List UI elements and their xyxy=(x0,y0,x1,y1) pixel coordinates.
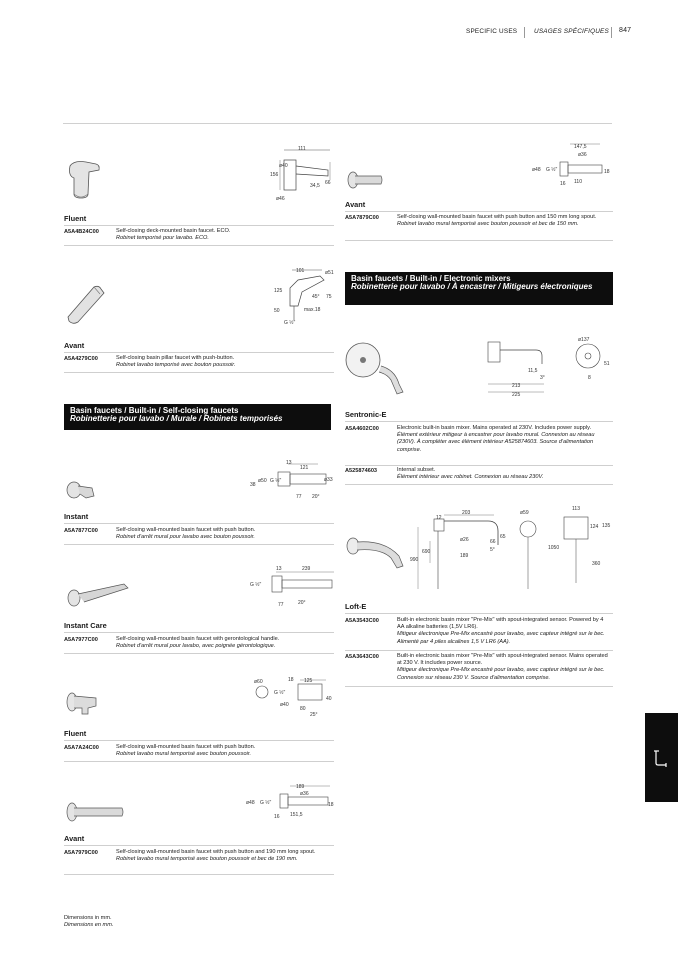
product-rule xyxy=(64,653,334,654)
product-description: Electronic built-in basin mixer. Mains operated at 230V. Includes power supply. Élément extérieur mitigeur à encastrer pour lavabo mural. Connexion au réseau (230V). À compléter avec élément intérieur A525874603. Source d'alimentation comprise. xyxy=(397,425,595,453)
product-name: Instant Care xyxy=(64,621,107,630)
product-description: Internal subset. Élément intérieur avec robinet. Connexion au réseau 230V. xyxy=(397,467,544,481)
product-name: Avant xyxy=(345,200,366,209)
product-rule xyxy=(345,465,613,466)
footer-note: Dimensions in mm. Dimensions en mm. xyxy=(64,915,114,929)
product-name: Fluent xyxy=(64,729,87,738)
dim-label: 45° xyxy=(312,294,320,300)
dim-label: 16 xyxy=(274,814,280,820)
product-code: A5A7A24C00 xyxy=(64,745,99,751)
avant-pillar-faucet-image xyxy=(64,285,114,325)
product-name: Avant xyxy=(64,834,85,843)
dim-label: G ½" xyxy=(260,800,272,806)
product-rule xyxy=(64,845,334,846)
dim-label: 12 xyxy=(436,515,442,521)
dim-label: 77 xyxy=(278,602,284,608)
product-rule xyxy=(64,352,334,353)
product-description: Self-closing wall-mounted basin faucet with push button. Robinet lavabo mural temporisé avec bouton poussoir. xyxy=(116,744,256,758)
product-name: Loft-E xyxy=(345,602,367,611)
product-code: A5A4602C00 xyxy=(345,426,379,432)
dim-label: 239 xyxy=(302,566,311,572)
instant-faucet-image xyxy=(64,476,104,504)
dim-label: 189 xyxy=(296,784,305,790)
dim-label: G ½" xyxy=(270,478,282,484)
dim-label: 111 xyxy=(298,146,306,152)
product-rule xyxy=(345,686,613,687)
dim-label: ø46 xyxy=(276,196,285,202)
product-rule xyxy=(345,211,613,212)
dim-label: 156 xyxy=(270,172,279,178)
instant-care-dimension-drawing xyxy=(248,562,340,610)
section-side-tab xyxy=(645,713,678,802)
product-rule xyxy=(64,225,334,226)
product-description: Built-in electronic basin mixer "Pre-Mix" with spout-integrated sensor. Powered by 4 AA alkaline batteries (1,5V LR6). Mitigeur électronique Pre-Mix encastré pour lavabo, avec capteur intégré sur le bec. Alimenté par 4 piles alcalines 1,5 V LR6 (AA). xyxy=(397,617,605,645)
dim-label: 50 xyxy=(274,308,280,314)
product-rule xyxy=(64,761,334,762)
fluent-wall-dimension-drawing xyxy=(252,674,340,718)
dim-label: ø36 xyxy=(300,791,309,797)
dim-label: ø40 xyxy=(280,702,289,708)
section-banner-self-closing: Basin faucets / Built-in / Self-closing faucets Robinetterie pour lavabo / Murale / Robinets temporisés xyxy=(64,404,331,430)
dim-label: ø40 xyxy=(279,163,288,169)
dim-label: G ½" xyxy=(284,320,296,326)
dim-label: 360 xyxy=(592,561,601,567)
sentronic-e-dimension-drawing xyxy=(478,332,614,400)
product-rule xyxy=(64,523,334,524)
dim-label: 77 xyxy=(296,494,302,500)
product-description: Self-closing deck-mounted basin faucet. ECO. Robinet temporisé pour lavabo. ECO. xyxy=(116,228,231,242)
dim-label: 990 xyxy=(410,557,419,563)
dim-label: 203 xyxy=(462,510,471,516)
product-rule xyxy=(64,544,334,545)
dim-label: 3° xyxy=(540,375,545,381)
dim-label: 34,5 xyxy=(310,183,320,189)
product-rule xyxy=(345,240,613,241)
product-rule xyxy=(64,632,334,633)
avant-wall-faucet-image xyxy=(64,800,126,824)
dim-label: 13 xyxy=(276,566,282,572)
avant-pillar-dimension-drawing xyxy=(272,266,338,326)
dim-label: 124 xyxy=(590,524,599,530)
product-description: Self-closing wall-mounted basin faucet with push button and 150 mm long spout. Robinet lavabo mural temporisé avec bouton poussoir et bec de 150 mm. xyxy=(397,214,597,228)
dim-label: 690 xyxy=(422,549,431,555)
section-banner-electronic: Basin faucets / Built-in / Electronic mixers Robinetterie pour lavabo / À encastrer / Mitigeurs électroniques xyxy=(345,272,613,305)
product-code: A5A7977C00 xyxy=(64,637,98,643)
product-description: Self-closing wall-mounted basin faucet with gerontological handle. Robinet d'arrêt mural pour lavabo, avec poignée gérontologique. xyxy=(116,636,280,650)
product-code: A5A3643C00 xyxy=(345,654,379,660)
dim-label: 40 xyxy=(326,696,332,702)
dim-label: 1050 xyxy=(548,545,560,551)
dim-label: 147,5 xyxy=(574,144,587,150)
dim-label: 75 xyxy=(326,294,332,300)
dim-label: 125 xyxy=(274,288,283,294)
header-section-fr: USAGES SPÉCIFIQUES xyxy=(534,28,609,35)
dim-label: ø60 xyxy=(254,679,263,685)
instant-dimension-drawing xyxy=(248,456,340,500)
dim-label: 125 xyxy=(304,678,313,684)
product-name: Avant xyxy=(64,341,85,350)
dim-label: 8 xyxy=(588,375,591,381)
dim-label: 20° xyxy=(298,600,306,606)
dim-label: ø26 xyxy=(460,537,469,543)
product-rule xyxy=(64,874,334,875)
dim-label: G ½" xyxy=(546,167,558,173)
dim-label: ø48 xyxy=(532,167,541,173)
dim-label: 16 xyxy=(560,181,566,187)
dim-label: 13 xyxy=(286,460,292,466)
product-rule xyxy=(345,650,613,651)
product-name: Fluent xyxy=(64,214,87,223)
header-divider xyxy=(524,27,525,38)
avant-wall-150-dimension-drawing xyxy=(530,138,614,190)
product-code: A5A7979C00 xyxy=(64,850,98,856)
dim-label: 151,5 xyxy=(290,812,303,818)
header-divider xyxy=(611,27,612,38)
dim-label: 18 xyxy=(288,677,294,683)
product-description: Self-closing wall-mounted basin faucet with push button. Robinet d'arrêt mural pour lavabo avec bouton poussoir. xyxy=(116,527,256,541)
product-rule xyxy=(345,421,613,422)
loft-e-faucet-image xyxy=(345,534,407,570)
dim-label: 121 xyxy=(300,465,309,471)
dim-label: ø51 xyxy=(325,270,334,276)
product-rule xyxy=(345,484,613,485)
dim-label: 51 xyxy=(604,361,610,367)
product-description: Self-closing basin pillar faucet with push-button. Robinet lavabo temporisé avec bouton poussoir. xyxy=(116,355,236,369)
product-code: A5A7879C00 xyxy=(345,215,379,221)
dim-label: 101 xyxy=(296,268,305,274)
product-code: A5A4B24C00 xyxy=(64,229,99,235)
fluent-wall-faucet-image xyxy=(64,688,104,716)
dim-label: 113 xyxy=(572,506,580,512)
product-code: A5A3543C00 xyxy=(345,618,379,624)
header-section: SPECIFIC USES xyxy=(466,28,518,35)
dim-label: 213 xyxy=(512,383,521,389)
dim-label: 225 xyxy=(512,392,521,398)
instant-care-faucet-image xyxy=(64,580,134,610)
dim-label: ø59 xyxy=(520,510,529,516)
product-description: Self-closing wall-mounted basin faucet with push button and 190 mm long spout. Robinet lavabo mural temporisé avec bouton poussoir et bec de 190 mm. xyxy=(116,849,316,863)
dim-label: ø33 xyxy=(324,477,333,483)
dim-label: 25° xyxy=(310,712,318,718)
dim-label: 65 xyxy=(500,534,506,540)
avant-wall-190-dimension-drawing xyxy=(244,780,340,822)
dim-label: G ½" xyxy=(250,582,262,588)
product-description: Built-in electronic basin mixer "Pre-Mix" with spout-integrated sensor. Mains operated at 230 V. It includes power source. Mitigeur électronique Pre-Mix encastré pour lavabo, avec capteur intégré sur le bec. Connexion sur réseau 230 V. Source d'alimentation comprise. xyxy=(397,653,608,681)
dim-label: ø50 xyxy=(258,478,267,484)
dim-label: 5° xyxy=(490,547,495,553)
dim-label: ø137 xyxy=(578,337,590,343)
loft-e-dimension-drawing xyxy=(408,503,614,597)
product-rule xyxy=(64,740,334,741)
fluent-deck-dimension-drawing xyxy=(268,146,340,206)
product-rule xyxy=(345,613,613,614)
product-code: A525874603 xyxy=(345,468,378,474)
dim-label: 20° xyxy=(312,494,320,500)
product-name: Sentronic-E xyxy=(345,410,387,419)
product-rule xyxy=(64,245,334,246)
product-code: A5A4279C00 xyxy=(64,356,98,362)
dim-label: 11,5 xyxy=(528,368,538,374)
fluent-deck-faucet-image xyxy=(64,158,114,208)
dim-label: 80 xyxy=(300,706,306,712)
dim-label: G ½" xyxy=(274,690,286,696)
sentronic-e-faucet-image xyxy=(345,340,410,396)
dim-label: 110 xyxy=(574,179,582,185)
avant-wall-150-faucet-image xyxy=(345,168,385,192)
product-rule xyxy=(64,372,334,373)
faucet-outline-icon xyxy=(653,749,669,769)
dim-label: 66 xyxy=(490,539,496,545)
product-code: A5A7877C00 xyxy=(64,528,98,534)
product-name: Instant xyxy=(64,512,89,521)
dim-label: max.18 xyxy=(304,307,321,313)
dim-label: ø36 xyxy=(578,152,587,158)
top-rule xyxy=(63,123,612,124)
dim-label: 135 xyxy=(602,523,611,529)
dim-label: 38 xyxy=(250,482,256,488)
dim-label: ø48 xyxy=(246,800,255,806)
dim-label: 18 xyxy=(604,169,610,175)
dim-label: 66 xyxy=(325,180,331,186)
dim-label: 189 xyxy=(460,553,469,559)
page-number: 847 xyxy=(619,27,632,34)
dim-label: 18 xyxy=(328,802,334,808)
